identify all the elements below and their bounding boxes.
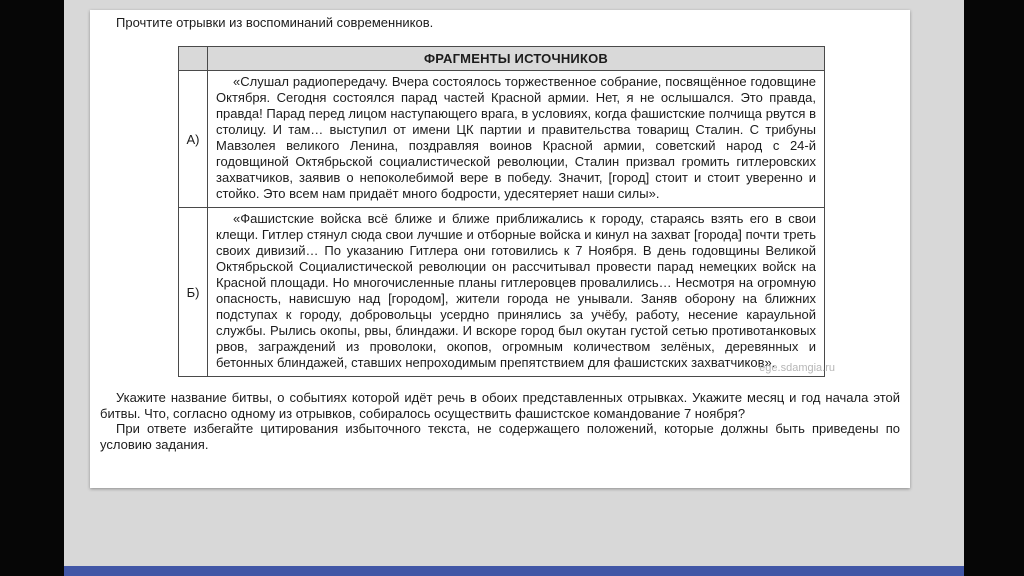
table-row bbox=[179, 208, 825, 377]
row-a-source-text: «Слушал радиопередачу. Вчера состоялось торжественное собрание, посвящённое годовщине Октября. Сегодня состоялся парад частей Красной армии. Нет, я не ослышался. Это правда, правда! Парад перед лицом наступающего врага, в условиях, когда фашистские полчища рвутся в столицу. И там… выступил от имени ЦК партии и правительства товарищ Сталин. С трибуны Мавзолея великого Ленина, поздравляя воинов Красной армии, советский народ с 24-й годовщиной Октябрьской социалистической революции, Сталин призвал громить гитлеровских захватчиков, заявив о непоколебимой вере в победу. Значит, [город] стоит и стоит уверенно и стойко. Это всем нам придаёт много бодрости, удесятеряет наши силы». bbox=[208, 71, 825, 208]
letterbox-left bbox=[0, 0, 64, 576]
table-row bbox=[179, 71, 825, 208]
task-intro-text: Прочтите отрывки из воспоминаний современников. bbox=[116, 15, 434, 30]
question-paragraph-1: Укажите название битвы, о событиях которой идёт речь в обоих представленных отрывках. Укажите месяц и год начала этой битвы. Что, согласно одному из отрывков, собиралось осуществить фашистское командование 7 ноября? bbox=[100, 390, 900, 421]
row-b-source-text: «Фашистские войска всё ближе и ближе приближались к городу, стараясь взять его в свои клещи. Гитлер стянул сюда свои лучшие и отборные войска и кинул на захват [города] почти треть своих дивизий… По указанию Гитлера они готовились к 7 Ноября. В день годовщины Великой Октябрьской Социалистической революции он рассчитывал провести парад немецких войск на Красной площади. Но многочисленные планы гитлеровцев провалились… Несмотря на огромную опасность, нависшую над [городом], жители города не унывали. Заняв оборону на ближних подступах к городу, добровольцы усердно принялись за учёбу, работу, несение караульной службы. Рылись окопы, рвы, блиндажи. И вскоре город был окутан густой сетью противотанковых рвов, заграждений из проволоки, окопов, огромным количеством зелёных, деревянных и бетонных блиндажей, ставших непроходимым препятствием для фашистских захватчиков». bbox=[208, 208, 825, 377]
sources-table-wrapper bbox=[178, 46, 835, 377]
table-header-title: ФРАГМЕНТЫ ИСТОЧНИКОВ bbox=[208, 47, 825, 71]
row-b-label: Б) bbox=[179, 208, 208, 377]
sdamgia-watermark: ege.sdamgia.ru bbox=[759, 362, 835, 374]
letterbox-right bbox=[964, 0, 1024, 576]
document-page bbox=[90, 10, 910, 488]
table-header-row bbox=[179, 47, 825, 71]
question-paragraph-2: При ответе избегайте цитирования избыточного текста, не содержащего положений, которые должны быть приведены по условию задания. bbox=[100, 421, 900, 452]
bottom-accent-bar bbox=[64, 566, 964, 576]
table-header-corner-cell bbox=[179, 47, 208, 71]
sources-table bbox=[178, 46, 825, 377]
slide-viewer bbox=[64, 0, 964, 576]
question-block bbox=[100, 390, 900, 452]
row-a-label: А) bbox=[179, 71, 208, 208]
